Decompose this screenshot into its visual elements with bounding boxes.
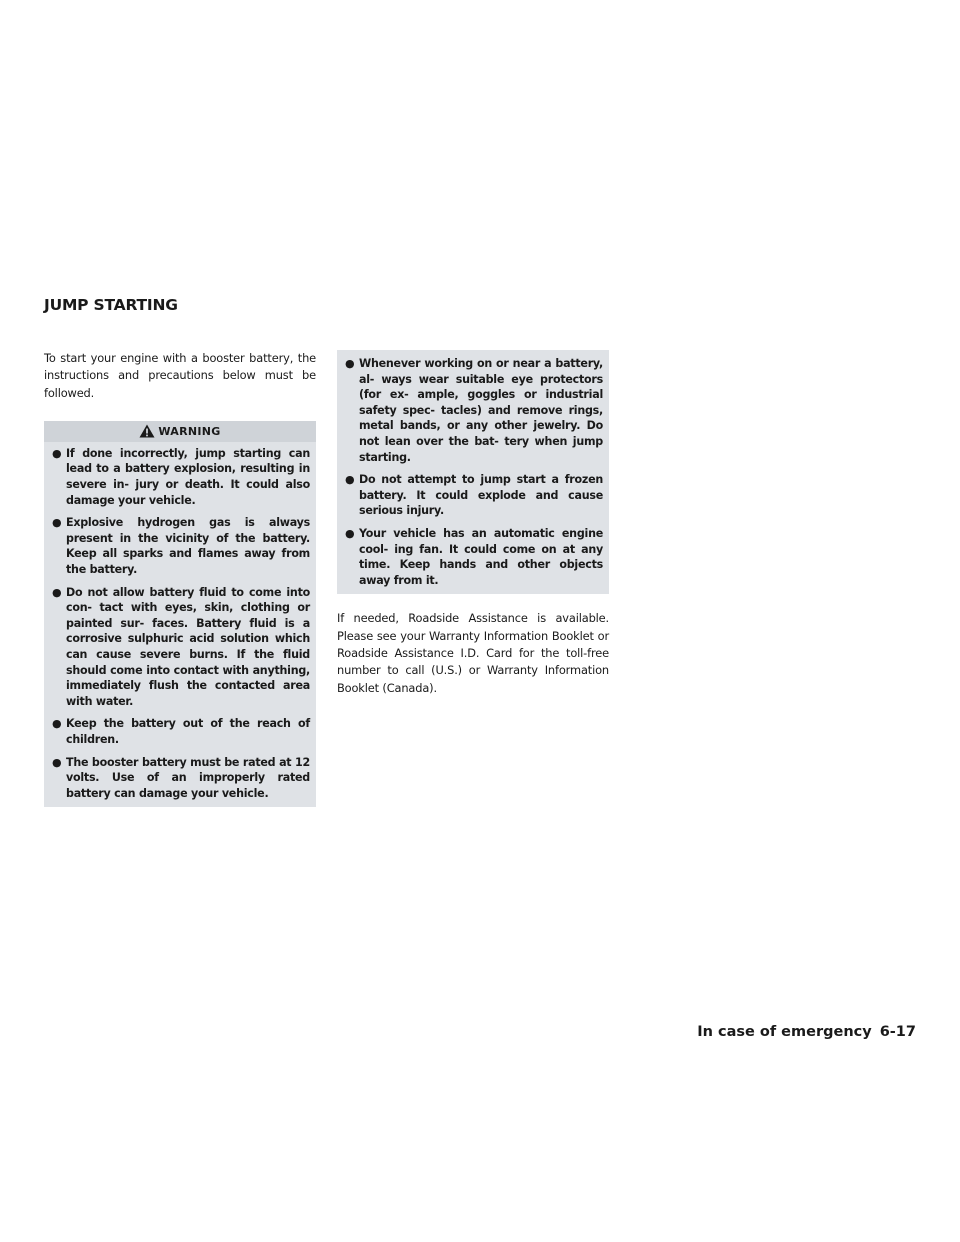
bullet-icon: ●: [52, 755, 62, 769]
warning-label: WARNING: [158, 424, 221, 438]
warning-list-left: [50, 446, 310, 801]
page-footer: [697, 1024, 916, 1040]
warning-item: ● Keep the battery out of the reach of children.: [52, 717, 310, 746]
warning-list-right: [343, 356, 603, 588]
bullet-icon: ●: [345, 526, 355, 540]
bullet-icon: ●: [345, 473, 355, 487]
warning-header: [44, 421, 316, 442]
warning-item: ● Whenever working on or near a battery, al- ways wear suitable eye protectors (for ex- ample, goggles or industrial safety spec- tacles) and remove rings, metal bands, or any other jewelry. Do not lean over the bat- tery when jump starting.: [345, 357, 603, 464]
footer-section-name: In case of emergency: [697, 1024, 872, 1040]
page-number: 6-17: [879, 1024, 916, 1040]
warning-item: ● If done incorrectly, jump starting can lead to a battery explosion, resulting in severe in- jury or death. It could also damage your vehicle.: [52, 446, 310, 507]
warning-box-left: [44, 421, 316, 807]
bullet-icon: ●: [345, 357, 355, 370]
warning-item: ● Your vehicle has an automatic engine cool- ing fan. It could come on at any time. Keep hands and other objects away from it.: [345, 526, 603, 587]
intro-paragraph: To start your engine with a booster battery, the instructions and precautions below must be followed.: [44, 351, 316, 400]
right-column: [337, 350, 609, 697]
section-title: JUMP STARTING: [44, 296, 178, 314]
bullet-icon: ●: [52, 585, 62, 599]
warning-item: ● Explosive hydrogen gas is always present in the vicinity of the battery. Keep all sparks and flames away from the battery.: [52, 516, 310, 577]
bullet-icon: ●: [52, 516, 62, 530]
bullet-icon: ●: [52, 446, 62, 460]
left-column: [44, 350, 316, 807]
warning-triangle-icon: [139, 424, 155, 438]
warning-item: ● Do not allow battery fluid to come into con- tact with eyes, skin, clothing or painted sur- faces. Battery fluid is a corrosive sulphuric acid solution which can cause severe burns. If the fluid should come into contact with anything, immediately flush the contacted area with water.: [52, 585, 310, 708]
warning-item: ● Do not attempt to jump start a frozen battery. It could explode and cause serious injury.: [345, 473, 603, 518]
bullet-icon: ●: [52, 717, 62, 731]
warning-box-right: [337, 350, 609, 594]
roadside-paragraph: If needed, Roadside Assistance is available. Please see your Warranty Information Booklet or Roadside Assistance I.D. Card for the toll-free number to call (U.S.) or Warranty Information Booklet (Canada).: [337, 611, 609, 695]
warning-item: ● The booster battery must be rated at 12 volts. Use of an improperly rated battery can damage your vehicle.: [52, 755, 310, 800]
